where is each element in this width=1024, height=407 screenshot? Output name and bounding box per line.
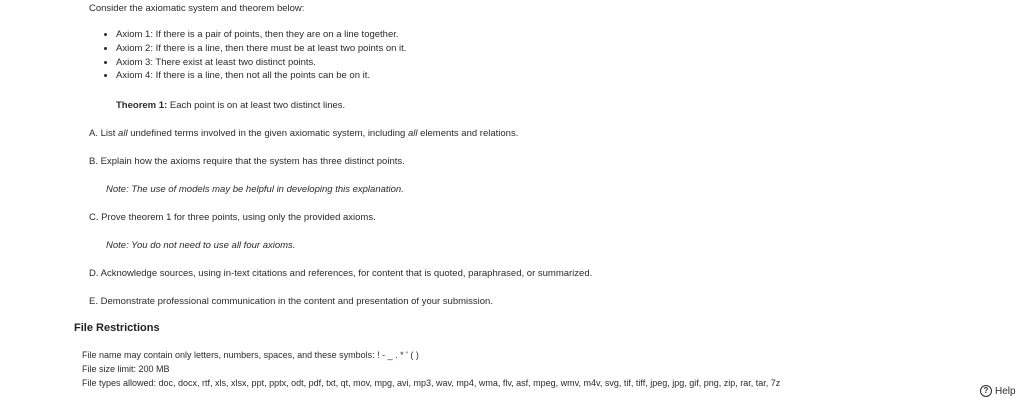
question-a-emphasis: all [407,128,418,139]
help-label: Help [995,385,1016,397]
question-e: E. Demonstrate professional communication in the content and presentation of your submission. [89,296,493,307]
file-size-limit: File size limit: 200 MB [82,364,170,374]
axiom-item: • Axiom 2: If there is a line, then there must be at least two points on it. [116,42,406,56]
file-types-allowed: File types allowed: doc, docx, rtf, xls, xlsx, ppt, pptx, odt, pdf, txt, qt, mov, mpg, avi, mp3, wav, mp4, wma, flv, asf, mpeg, wmv, m4v, svg, tif, tiff, jpeg, jpg, gif, png, zip, rar, tar, 7z [82,378,781,388]
intro-text: Consider the axiomatic system and theorem below: [89,3,305,14]
question-c-note: Note: You do not need to use all four axioms. [106,240,296,251]
theorem-text: Each point is on at least two distinct lines. [167,100,346,111]
question-a-middle: undefined terms involved in the given axiomatic system, including [127,128,408,139]
theorem-statement [116,100,345,111]
question-a-prefix: A. List [89,128,119,139]
question-circle-icon: ? [980,385,992,397]
question-d: D. Acknowledge sources, using in-text citations and references, for content that is quoted, paraphrased, or summarized. [89,268,593,279]
question-b-note: Note: The use of models may be helpful in developing this explanation. [106,184,404,195]
axiom-item: • Axiom 1: If there is a pair of points, then they are on a line together. [116,28,406,42]
axiom-list [104,28,406,83]
file-name-rule: File name may contain only letters, numbers, spaces, and these symbols: ! - _ . * ' ( ) [82,350,419,360]
question-b: B. Explain how the axioms require that the system has three distinct points. [89,156,405,167]
help-button[interactable] [980,385,1016,397]
question-a-suffix: elements and relations. [417,128,519,139]
axiom-item: • Axiom 3: There exist at least two distinct points. [116,56,406,70]
question-a [89,128,518,139]
theorem-label: Theorem 1: [116,100,168,111]
question-c: C. Prove theorem 1 for three points, using only the provided axioms. [89,212,376,223]
file-restrictions-heading: File Restrictions [74,322,160,334]
axiom-item: • Axiom 4: If there is a line, then not all the points can be on it. [116,69,406,83]
question-a-emphasis: all [118,128,128,139]
